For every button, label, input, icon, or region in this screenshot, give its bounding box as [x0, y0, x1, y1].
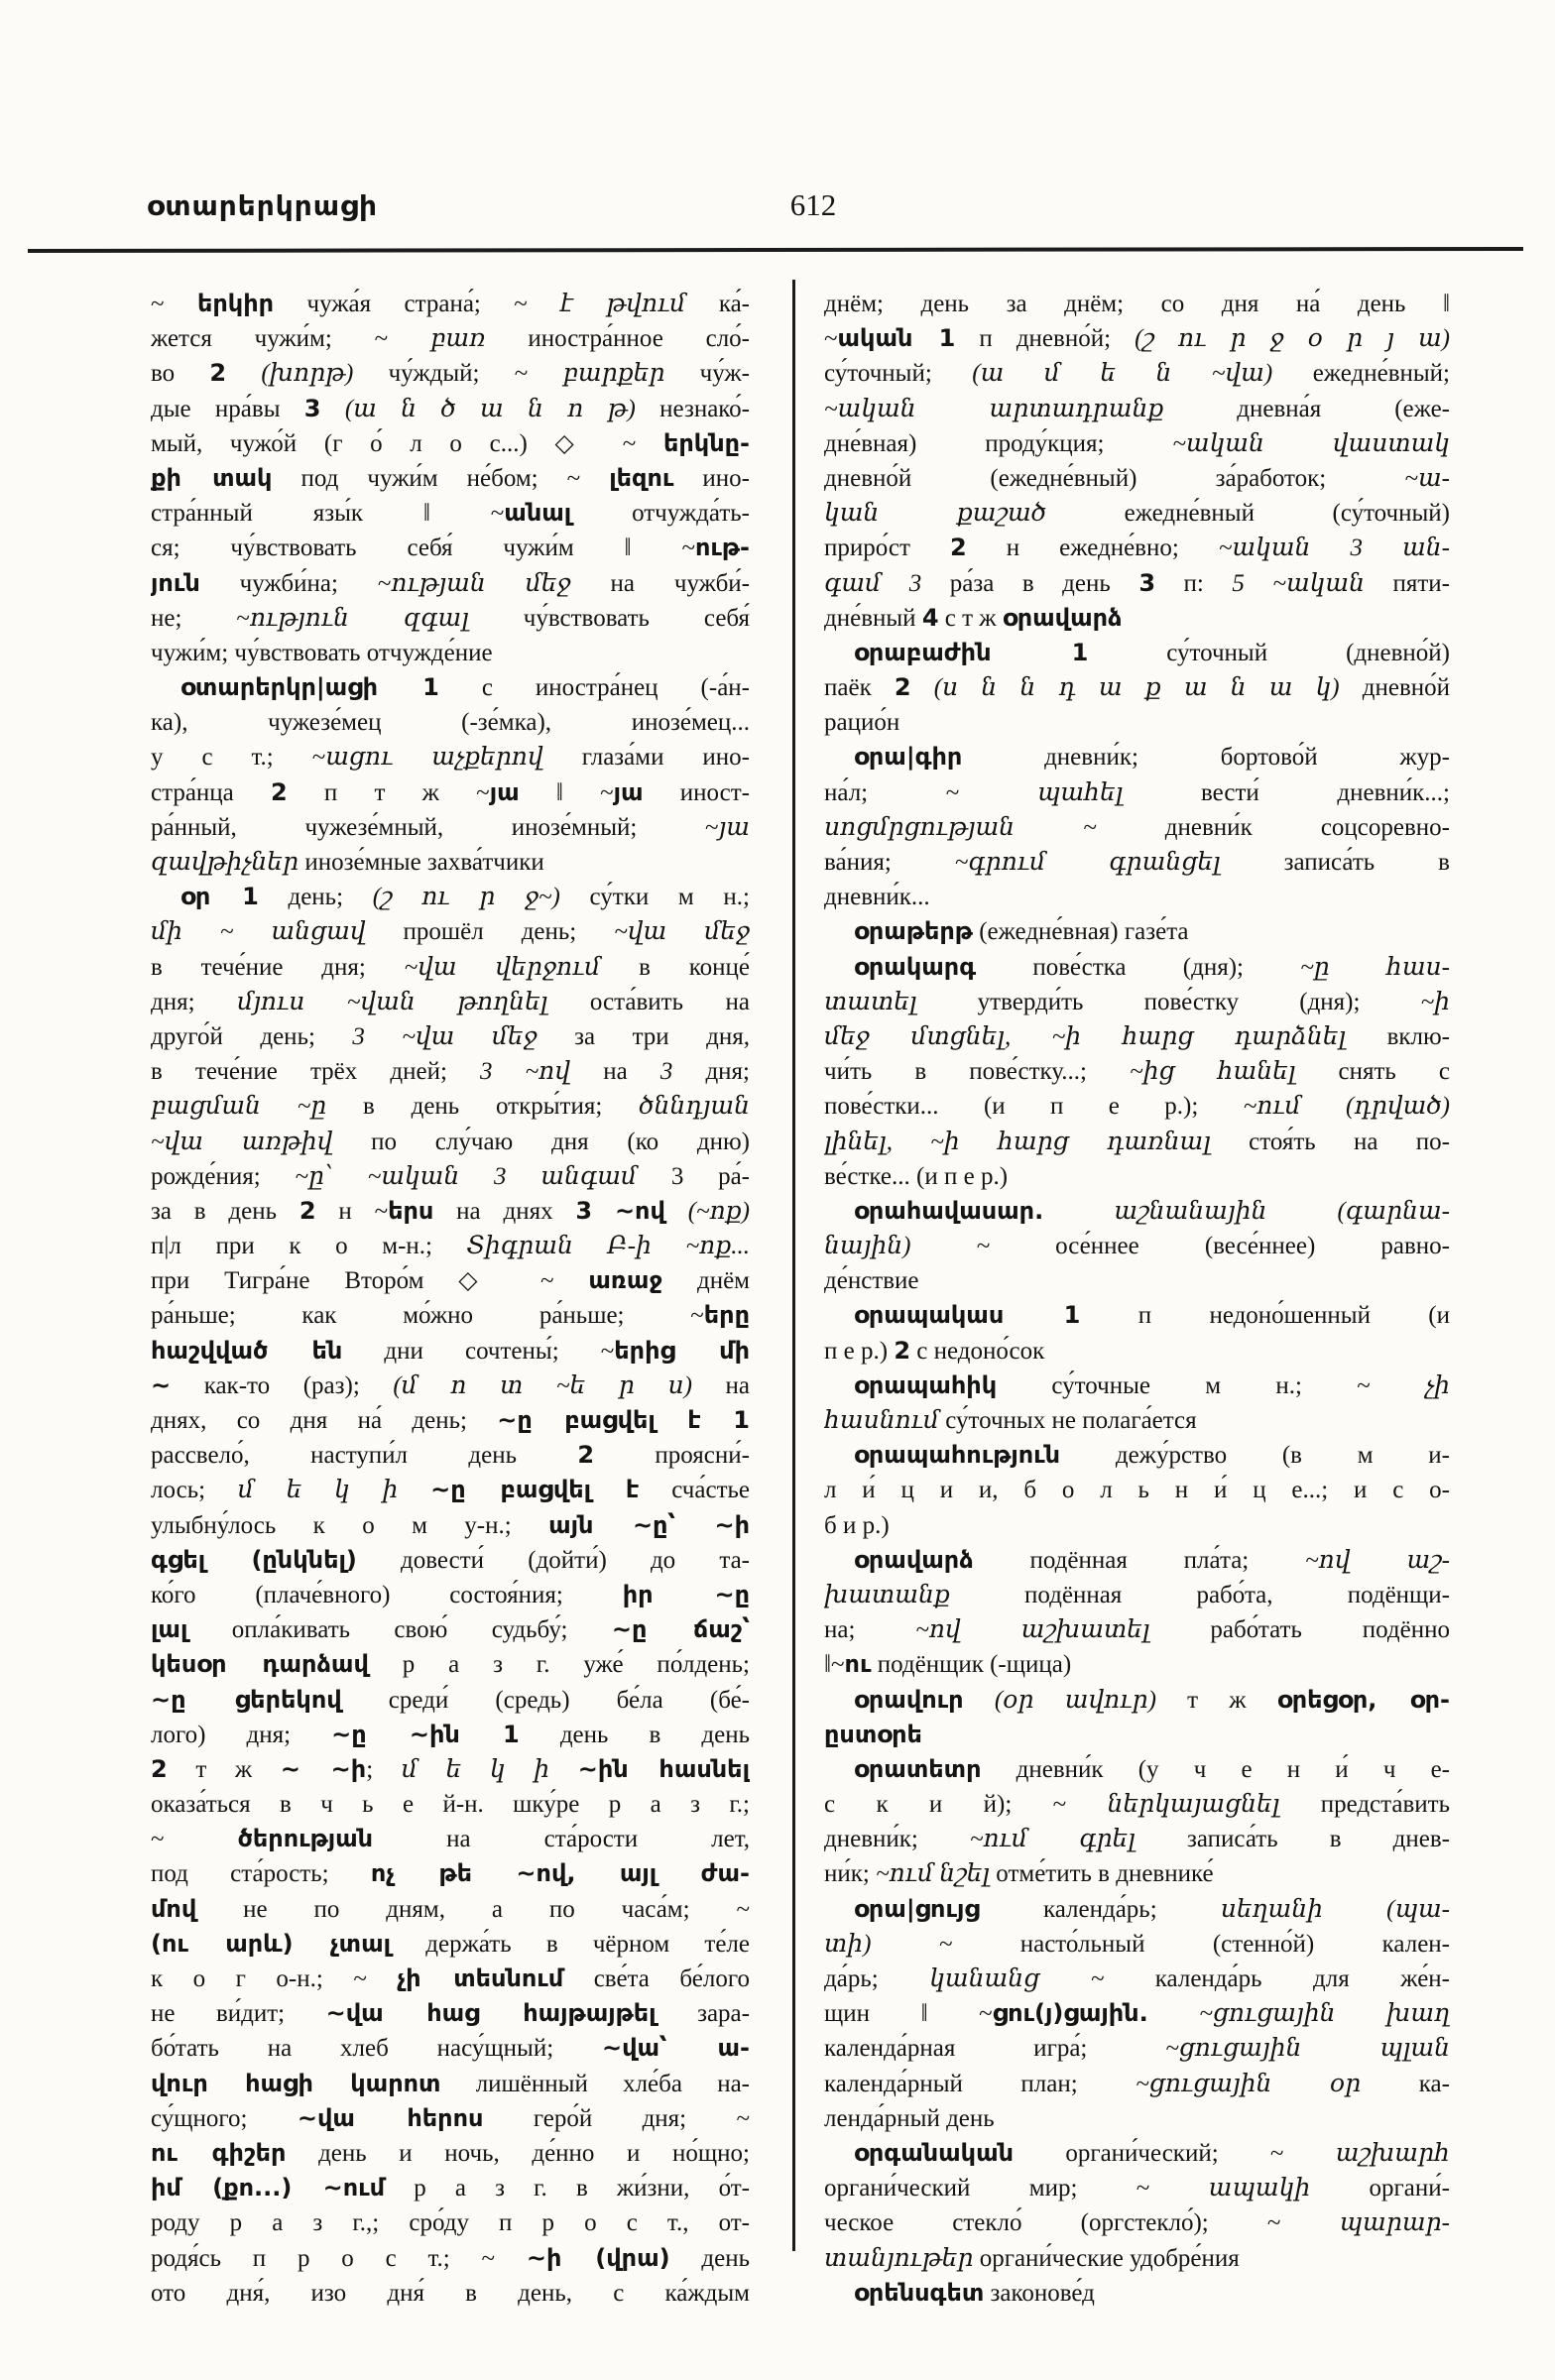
- text-line: նային) ~ осе́ннее (весе́ннее) равно-: [824, 1233, 1450, 1260]
- text-line: ра́ньше; как мо́жно ра́ньше; ~երը: [151, 1301, 750, 1330]
- text-line: օրավուր (օր ավուր) т ж օրեցօր, օր-: [854, 1685, 1450, 1714]
- text-line: տատել утверди́ть пове́стку (дня); ~ի: [824, 988, 1450, 1015]
- text-line: стра́нца 2 п т ж ~յա ‖ ~յա иност-: [151, 777, 750, 806]
- text-line: զավթիչներ инозе́мные захва́тчики: [151, 849, 544, 876]
- text-line: улыбну́лось к о м у-н.; այն ~ը՝ ~ի: [151, 1510, 750, 1539]
- text-line: органи́ческий мир; ~ ապակի органи́-: [824, 2175, 1450, 2202]
- text-line: ~վա առթիվ по слу́чаю дня (ко дню): [151, 1128, 750, 1155]
- text-line: մով не по дням, а по часа́м; ~: [151, 1894, 750, 1923]
- text-line: роду р а з г.,; сро́ду п р о с т., от-: [151, 2209, 750, 2237]
- text-line: ‖~ու подёнщик (-щица): [824, 1650, 1072, 1679]
- text-line: ленда́рный день: [824, 2104, 995, 2132]
- text-line: паёк 2 (ս ն ն դ ա ք ա ն ա կ) дневно́й: [824, 673, 1450, 702]
- text-line: ся; чу́вствовать себя́ чужи́м ‖ ~ութ-: [151, 534, 750, 562]
- text-line: օրաբաժին 1 су́точный (дневно́й): [854, 638, 1450, 666]
- text-line: օր 1 день; (շ ու ր ջ~) су́тки м н.;: [180, 883, 750, 911]
- text-line: пове́стки... (и п е р.); ~ում (դրված): [824, 1093, 1450, 1121]
- text-line: ըստօրե: [824, 1720, 922, 1748]
- text-line: օրա|գիր дневни́к; бортово́й жур-: [854, 743, 1450, 772]
- text-line: ~ը ցերեկով среди́ (средь) бе́ла (бе́-: [151, 1685, 750, 1714]
- text-line: су́щного; ~վա հերոս геро́й дня; ~: [151, 2103, 750, 2132]
- text-line: օրաթերթ (ежедне́вная) газе́та: [854, 917, 1189, 946]
- text-line: լալ опла́кивать свою́ судьбу́; ~ը ճաշ՝: [151, 1615, 750, 1644]
- text-line: л и́ ц и и, б о л ь н и́ ц е...; и с о-: [824, 1477, 1450, 1504]
- text-line: приро́ст 2 н ежедне́вно; ~ական 3 ան-: [824, 534, 1450, 562]
- text-line: օրապահիկ су́точные м н.; ~ չի: [854, 1370, 1450, 1399]
- text-line: օրապակաս 1 п недоно́шенный (и: [854, 1301, 1450, 1330]
- text-line: մի ~ անցավ прошёл день; ~վա մեջ: [151, 918, 750, 946]
- column-left: [151, 287, 750, 2311]
- text-line: գամ 3 ра́за в день 3 п: 5 ~ական пяти-: [824, 568, 1450, 597]
- text-line: ~ ծերության на ста́рости лет,: [151, 1825, 750, 1853]
- text-line: мый, чужо́й (г о́ л о с...) ◇ ~ երկնը-: [151, 428, 750, 457]
- text-line: не; ~ություն զգալ чу́вствовать себя́: [151, 604, 750, 632]
- text-line: дневни́к...: [824, 884, 930, 911]
- text-line: գցել (ընկնել) довести́ (дойти́) до та-: [151, 1545, 750, 1574]
- text-line: օրահավասար. աշնանային (գարնա-: [854, 1196, 1450, 1225]
- text-line: рожде́ния; ~ը՝ ~ական 3 անգամ 3 ра́-: [151, 1162, 750, 1190]
- text-line: дневни́к; ~ում գրել записа́ть в днев-: [824, 1826, 1450, 1853]
- text-line: щин ‖ ~ցու(յ)ցային. ~ցուցային խաղ: [824, 1999, 1450, 2028]
- text-line: дне́вная) проду́кция; ~ական վաստակ: [824, 429, 1450, 457]
- text-line: խատանք подённая рабо́та, подёнщи-: [824, 1581, 1450, 1608]
- text-line: в тече́ние трёх дней; 3 ~ով на 3 дня;: [151, 1058, 750, 1086]
- text-line: да́рь; կանանց ~ календа́рь для же́н-: [824, 1965, 1450, 1992]
- text-line: տի) ~ насто́льный (стенно́й) кален-: [824, 1930, 1450, 1958]
- text-line: де́нствие: [824, 1267, 919, 1295]
- text-line: на́л; ~ պահել вести́ дневни́к...;: [824, 778, 1450, 806]
- text-line: на; ~ով աշխատել рабо́тать подённо: [824, 1616, 1450, 1644]
- text-line: друго́й день; 3 ~վա մեջ за три дня,: [151, 1022, 750, 1050]
- text-line: ва́ния; ~գրում գրանցել записа́ть в: [824, 849, 1450, 876]
- text-line: մեջ մտցնել, ~ի հարց դարձնել вклю-: [824, 1022, 1450, 1050]
- text-line: у с т.; ~ացու աչքերով глаза́ми ино-: [151, 744, 750, 772]
- text-line: ра́нный, чужезе́мный, инозе́мный; ~յա: [151, 813, 750, 841]
- text-line: ~ երկիր чужа́я страна́; ~ է թվում ка́-: [151, 290, 750, 317]
- text-line: дне́вный 4 с т ж օրավարձ: [824, 603, 1123, 632]
- text-line: под ста́рость; ոչ թե ~ով, այլ ժա-: [151, 1859, 750, 1888]
- text-line: օրատետր дневни́к (у ч е н и́ ч е-: [854, 1754, 1450, 1783]
- text-line: օրա|ցույց календа́рь; սեղանի (պա-: [854, 1894, 1450, 1923]
- text-line: (ու արև) չտալ держа́ть в чёрном те́ле: [151, 1929, 750, 1958]
- text-line: с к и й); ~ ներկայացնել предста́вить: [824, 1791, 1450, 1819]
- text-line: ка), чужезе́мец (-зе́мка), инозе́мец...: [151, 709, 750, 737]
- text-line: ~ как-то (раз); (մ ո տ ~ե ր ս) на: [151, 1370, 750, 1399]
- text-line: оказа́ться в ч ь е й-н. шку́ре р а з г.;: [151, 1791, 750, 1819]
- text-line: սոցմրցության ~ дневни́к соцсоревно-: [824, 813, 1450, 841]
- text-line: իմ (քո...) ~ում р а з г. в жи́зни, о́т-: [151, 2174, 750, 2202]
- text-line: во 2 (խորթ) чу́ждый; ~ բարքեր чу́ж-: [151, 359, 750, 388]
- text-line: օրենսգետ законове́д: [854, 2278, 1095, 2307]
- text-line: հաշվված են дни сочтены́; ~երից մի: [151, 1336, 750, 1365]
- text-line: կան քաշած ежедне́вный (су́точный): [824, 500, 1450, 528]
- text-line: лось; մ ե կ ի ~ը բացվել է сча́стье: [151, 1476, 750, 1504]
- text-line: при Тигра́не Второ́м ◇ ~ առաջ днём: [151, 1266, 750, 1295]
- text-line: ческое стекло́ (оргстекло́); ~ պարար-: [824, 2209, 1450, 2237]
- text-line: дневно́й (ежедне́вный) за́работок; ~ա-: [824, 464, 1450, 492]
- text-line: ве́стке... (и п е р.): [824, 1162, 1009, 1190]
- text-line: բացման ~ը в день откры́тия; ծննդյան: [151, 1093, 750, 1121]
- text-line: родя́сь п р о с т.; ~ ~ի (վրա) день: [151, 2243, 750, 2272]
- text-line: календа́рная игра́; ~ցուցային պլան: [824, 2035, 1450, 2063]
- text-line: календа́рный план; ~ցուցային օր ка-: [824, 2070, 1450, 2097]
- text-line: к о г о-н.; ~ չի տեսնում све́та бе́лого: [151, 1964, 750, 1992]
- running-headword: օտարերկրացի: [147, 189, 379, 222]
- text-line: чи́ть в пове́стку...; ~ից հանել снять с: [824, 1058, 1450, 1086]
- text-line: հասնում су́точных не полага́ется: [824, 1407, 1197, 1434]
- text-line: б и р.): [824, 1511, 890, 1539]
- column-right: [824, 287, 1450, 2311]
- text-line: 2 т ж ~ ~ի; մ ե կ ի ~ին հասնել: [151, 1754, 750, 1783]
- text-line: քի տակ под чужи́м не́бом; ~ լեզու ино-: [151, 463, 750, 492]
- text-line: стра́нный язы́к ‖ ~անալ отчужда́ть-: [151, 499, 750, 528]
- text-line: рассвело́, наступи́л день 2 проясни́-: [151, 1441, 750, 1470]
- text-line: վուր հացի կարոտ лишённый хле́ба на-: [151, 2069, 750, 2097]
- text-line: ни́к; ~ում նշել отме́тить в дневнике́: [824, 1860, 1214, 1888]
- text-line: су́точный; (ա մ ե ն ~վա) ежедне́вный;: [824, 360, 1450, 388]
- text-line: п е р.) 2 с недоно́сок: [824, 1336, 1045, 1365]
- text-line: օտարերկր|ացի 1 с иностра́нец (-а́н-: [180, 673, 750, 702]
- text-line: днём; день за днём; со дня на́ день ‖: [824, 291, 1450, 317]
- text-line: бо́тать на хлеб насу́щный; ~վա՝ ա-: [151, 2034, 750, 2063]
- text-line: լինել, ~ի հարց դառնալ стоя́ть на по-: [824, 1128, 1450, 1155]
- text-line: ото дня́, изо дня́ в день, с ка́ждым: [151, 2279, 750, 2307]
- text-line: за в день 2 н ~երս на днях 3 ~ով (~ոք): [151, 1196, 750, 1225]
- text-line: օրավարձ подённая пла́та; ~ով աշ-: [854, 1545, 1450, 1574]
- text-line: дые нра́вы 3 (ա ն ծ ա ն ո թ) незнако́-: [151, 394, 750, 422]
- text-line: чужи́м; чу́вствовать отчужде́ние: [151, 639, 493, 666]
- text-line: п|л при к о м-н.; Տիգրան Բ-ի ~ոք...: [151, 1233, 750, 1260]
- text-line: օրգանական органи́ческий; ~ աշխարհ: [854, 2138, 1450, 2167]
- text-line: жется чужи́м; ~ բառ иностра́нное сло́-: [151, 325, 750, 353]
- text-line: ко́го (плаче́вного) состоя́ния; իր ~ը: [151, 1580, 750, 1608]
- text-line: օրապահություն дежу́рство (в м и-: [854, 1441, 1450, 1470]
- text-line: յուն чужби́на; ~ության մեջ на чужби́-: [151, 568, 750, 597]
- text-line: տանյութեր органи́ческие удобре́ния: [824, 2244, 1240, 2272]
- text-line: ~ական 1 п дневно́й; (շ ու ր ջ օ ր յ ա): [824, 324, 1450, 353]
- text-line: дня; մյուս ~վան թողնել оста́вить на: [151, 988, 750, 1015]
- column-divider: [792, 280, 795, 2251]
- text-line: օրակարգ пове́стка (дня); ~ը հաս-: [854, 952, 1450, 981]
- text-line: не ви́дит; ~վա հաց հայթայթել зара-: [151, 1999, 750, 2028]
- header-rule: [28, 247, 1523, 253]
- text-line: ու գիշեր день и ночь, де́нно и но́щно;: [151, 2138, 750, 2167]
- text-line: днях, со дня на́ день; ~ը բացվել է 1: [151, 1406, 750, 1434]
- text-line: в тече́ние дня; ~վա վերջում в конце́: [151, 953, 750, 981]
- text-line: կեսօր դարձավ р а з г. уже́ по́лдень;: [151, 1650, 750, 1679]
- text-line: рацио́н: [824, 709, 900, 737]
- page-number: 612: [789, 187, 837, 222]
- text-line: лого) дня; ~ը ~ին 1 день в день: [151, 1720, 750, 1748]
- text-line: ~ական արտադրանք дневна́я (еже-: [824, 395, 1450, 422]
